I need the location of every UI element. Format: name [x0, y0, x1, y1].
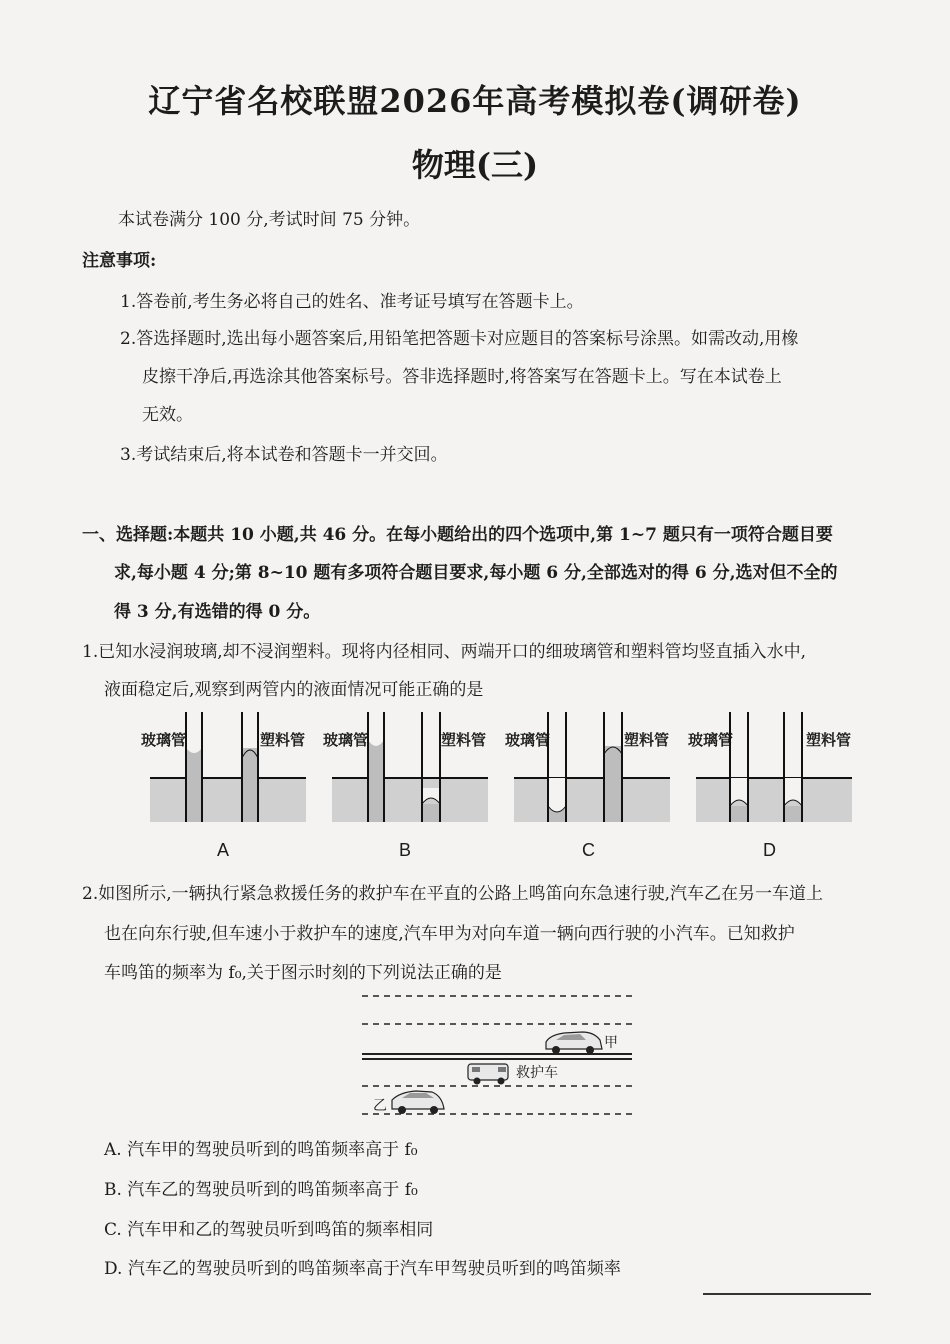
exam-title: 辽宁省名校联盟2026年高考模拟卷(调研卷)	[148, 82, 802, 120]
notice-item-3: 3.考试结束后,将本试卷和答题卡一并交回。	[120, 445, 448, 465]
q1-c-plastic-label: 塑料管	[624, 731, 670, 749]
q1-c-glass-label: 玻璃管	[505, 731, 551, 749]
q1-b-glass-label: 玻璃管	[323, 731, 369, 749]
q1-d-plastic-label: 塑料管	[806, 731, 852, 749]
q1-diagram-a	[148, 712, 308, 824]
section1-instructions-line-1: 一、选择题:本题共 10 小题,共 46 分。在每小题给出的四个选项中,第 1~7 题只有一项符合题目要	[82, 525, 833, 545]
q1-stem-line-2: 液面稳定后,观察到两管内的液面情况可能正确的是	[104, 680, 484, 700]
q1-d-glass-label: 玻璃管	[688, 731, 734, 749]
q2-option-d: D. 汽车乙的驾驶员听到的鸣笛频率高于汽车甲驾驶员听到的鸣笛频率	[104, 1259, 621, 1279]
q2-stem-line-3: 车鸣笛的频率为 f₀,关于图示时刻的下列说法正确的是	[104, 963, 502, 983]
exam-subtitle: 物理(三)	[411, 146, 539, 184]
q2-label-jia: 甲	[604, 1035, 618, 1051]
q2-stem-line-1: 2.如图所示,一辆执行紧急救援任务的救护车在平直的公路上鸣笛向东急速行驶,汽车乙在另一车道上	[82, 884, 824, 904]
q1-diagram-b	[330, 712, 490, 824]
notice-item-2-line-2: 皮擦干净后,再选涂其他答案标号。答非选择题时,将答案写在答题卡上。写在本试卷上	[142, 367, 782, 387]
q1-diagram-d	[694, 712, 854, 824]
footer-rule	[703, 1293, 871, 1295]
q2-option-c: C. 汽车甲和乙的驾驶员听到鸣笛的频率相同	[104, 1220, 434, 1240]
q1-option-b: B	[399, 840, 412, 860]
ambulance-icon	[468, 1064, 508, 1085]
notice-item-2-line-3: 无效。	[142, 405, 193, 425]
notice-heading: 注意事项:	[82, 251, 157, 271]
notice-item-1: 1.答卷前,考生务必将自己的姓名、准考证号填写在答题卡上。	[120, 292, 584, 312]
q2-option-b: B. 汽车乙的驾驶员听到的鸣笛频率高于 f₀	[104, 1180, 418, 1200]
q1-option-c: C	[582, 840, 595, 860]
section1-instructions-line-2: 求,每小题 4 分;第 8~10 题有多项符合题目要求,每小题 6 分,全部选对的得 6 分,选对但不全的	[114, 563, 838, 583]
q1-a-plastic-label: 塑料管	[260, 731, 306, 749]
q2-label-ambulance: 救护车	[516, 1065, 558, 1081]
q1-diagram-c	[512, 712, 672, 824]
q1-stem-line-1: 1.已知水浸润玻璃,却不浸润塑料。现将内径相同、两端开口的细玻璃管和塑料管均竖直插入水中,	[82, 642, 807, 662]
exam-intro: 本试卷满分 100 分,考试时间 75 分钟。	[118, 210, 421, 230]
q1-b-plastic-label: 塑料管	[441, 731, 487, 749]
notice-item-2-line-1: 2.答选择题时,选出每小题答案后,用铅笔把答题卡对应题目的答案标号涂黑。如需改动,用橡	[120, 329, 799, 349]
q2-stem-line-2: 也在向东行驶,但车速小于救护车的速度,汽车甲为对向车道一辆向西行驶的小汽车。已知救护	[104, 924, 795, 944]
q2-option-a: A. 汽车甲的驾驶员听到的鸣笛频率高于 f₀	[104, 1140, 418, 1160]
q1-option-a: A	[217, 840, 230, 860]
car-yi-icon	[392, 1091, 444, 1114]
q2-road-diagram	[360, 988, 635, 1120]
car-jia-icon	[546, 1032, 602, 1054]
q1-a-glass-label: 玻璃管	[141, 731, 187, 749]
q1-option-d: D	[763, 840, 776, 860]
section1-instructions-line-3: 得 3 分,有选错的得 0 分。	[114, 602, 321, 622]
q2-label-yi: 乙	[373, 1098, 387, 1114]
